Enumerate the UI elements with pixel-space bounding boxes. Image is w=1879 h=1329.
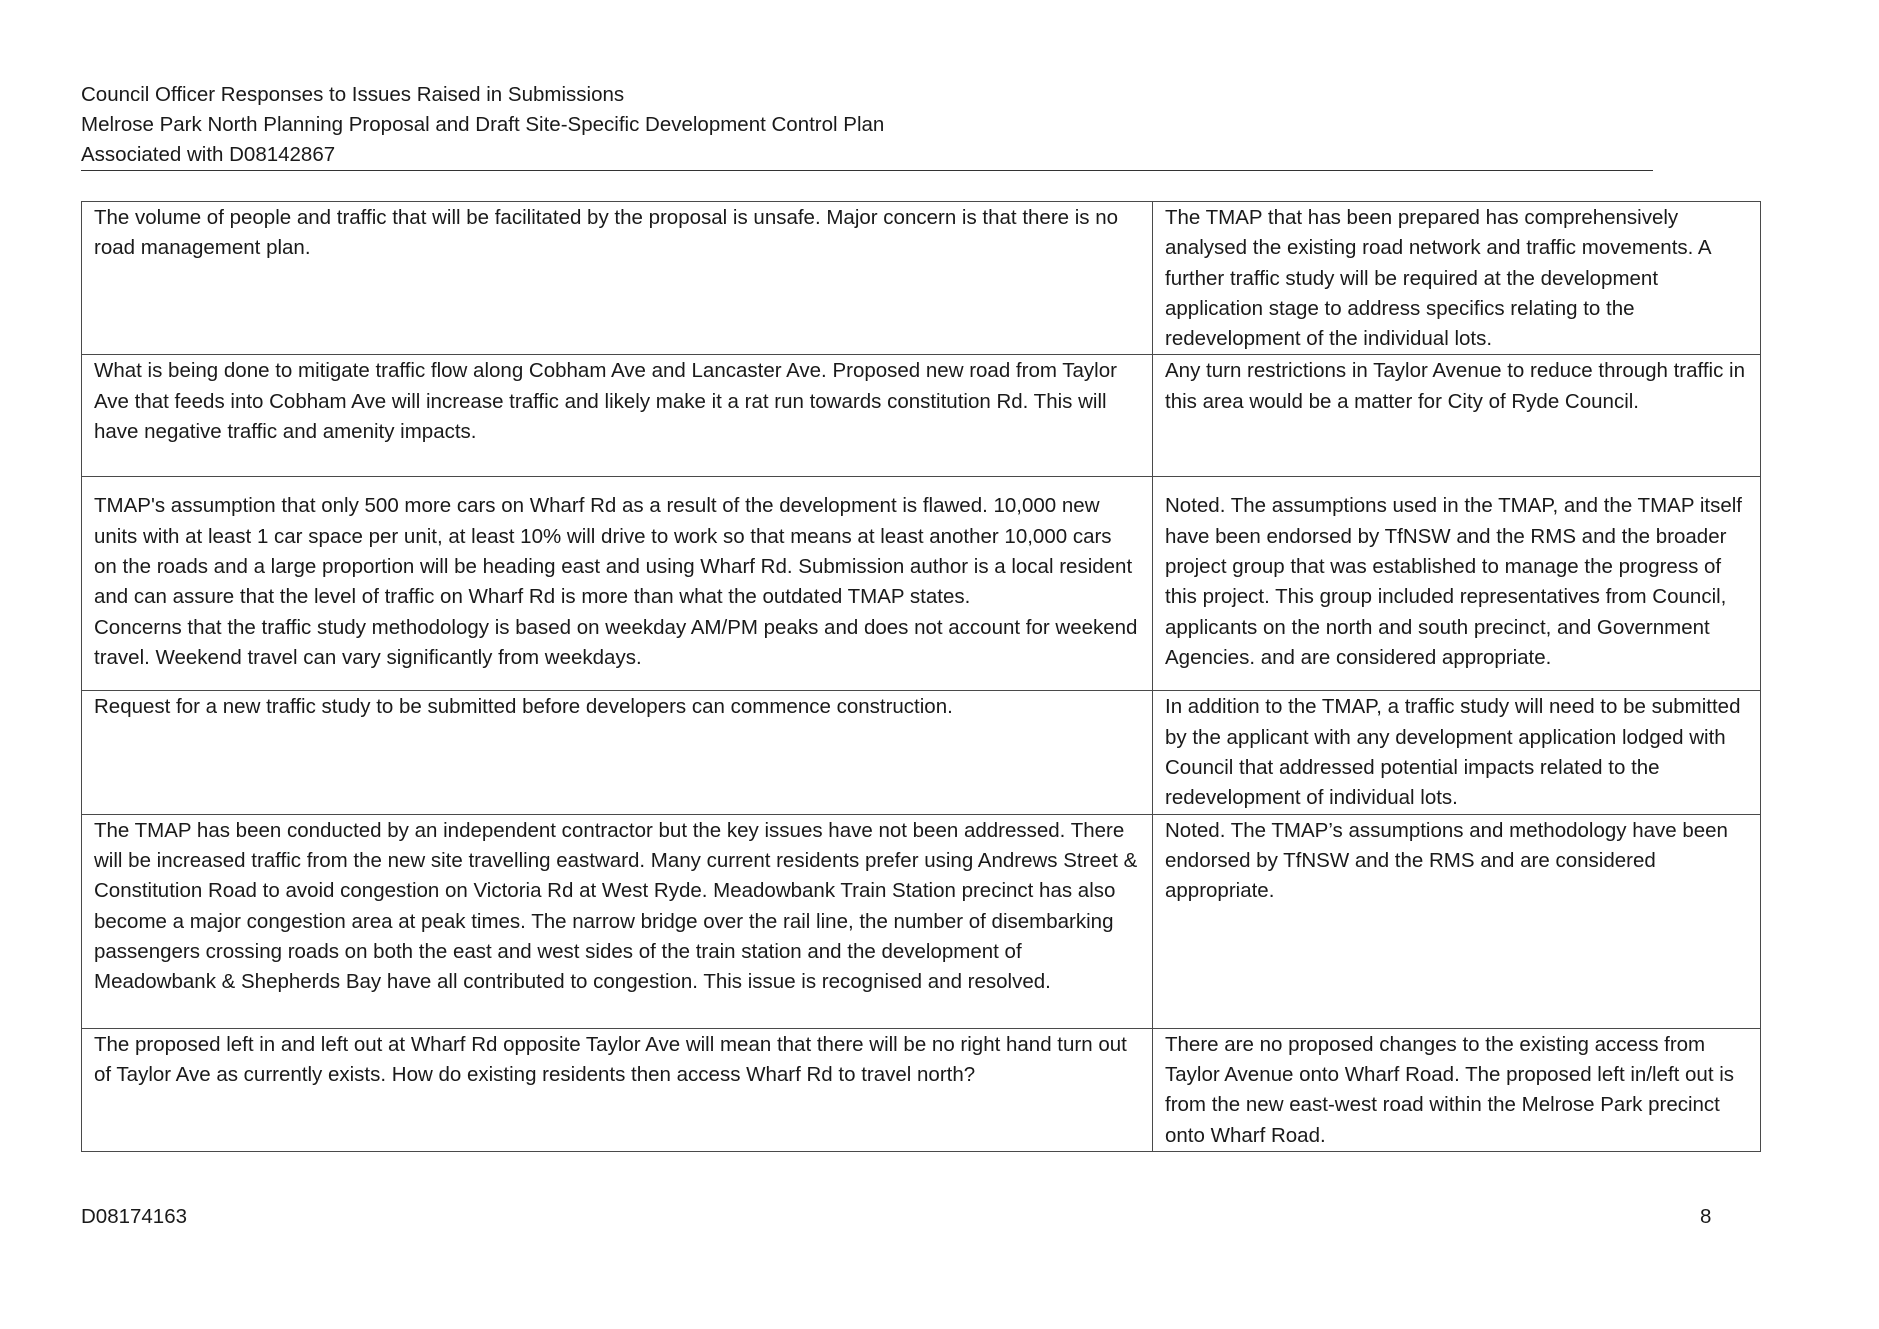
header-divider xyxy=(81,170,1653,171)
issue-cell: The proposed left in and left out at Wharf Rd opposite Taylor Ave will mean that there will be no right hand turn out of Taylor Ave as currently exists. How do existing residents then access Wharf Rd to travel north? xyxy=(82,1028,1153,1151)
table-row xyxy=(82,814,1761,1028)
response-cell: Noted. The TMAP’s assumptions and methodology have been endorsed by TfNSW and the RMS and are considered appropriate. xyxy=(1153,814,1761,1028)
issue-cell: What is being done to mitigate traffic flow along Cobham Ave and Lancaster Ave. Proposed new road from Taylor Ave that feeds into Cobham Ave will increase traffic and likely make it a rat run towards constitution Rd. This will have negative traffic and amenity impacts. xyxy=(82,355,1153,477)
issue-cell: Request for a new traffic study to be submitted before developers can commence construction. xyxy=(82,691,1153,814)
header-subtitle: Melrose Park North Planning Proposal and Draft Site-Specific Development Control Plan xyxy=(81,113,885,136)
header-reference: Associated with D08142867 xyxy=(81,143,336,166)
page-number: 8 xyxy=(1700,1205,1712,1228)
header-title: Council Officer Responses to Issues Raised in Submissions xyxy=(81,83,625,106)
submissions-table xyxy=(81,201,1761,1152)
response-cell: In addition to the TMAP, a traffic study will need to be submitted by the applicant with any development application lodged with Council that addressed potential impacts related to the redevelopment of individual lots. xyxy=(1153,691,1761,814)
document-id: D08174163 xyxy=(81,1205,188,1228)
table-row xyxy=(82,1028,1761,1151)
response-cell: There are no proposed changes to the existing access from Taylor Avenue onto Wharf Road. The proposed left in/left out is from the new east-west road within the Melrose Park precinct onto Wharf Road. xyxy=(1153,1028,1761,1151)
issue-cell: The TMAP has been conducted by an independent contractor but the key issues have not been addressed. There will be increased traffic from the new site travelling eastward. Many current residents prefer using Andrews Street & Constitution Road to avoid congestion on Victoria Rd at West Ryde. Meadowbank Train Station precinct has also become a major congestion area at peak times. The narrow bridge over the rail line, the number of disembarking passengers crossing roads on both the east and west sides of the train station and the development of Meadowbank & Shepherds Bay have all contributed to congestion. This issue is recognised and resolved. xyxy=(82,814,1153,1028)
issue-cell: TMAP's assumption that only 500 more cars on Wharf Rd as a result of the development is flawed. 10,000 new units with at least 1 car space per unit, at least 10% will drive to work so that means at least another 10,000 cars on the roads and a large proportion will be heading east and using Wharf Rd. Submission author is a local resident and can assure that the level of traffic on Wharf Rd is more than what the outdated TMAP states. Concerns that the traffic study methodology is based on weekday AM/PM peaks and does not account for weekend travel. Weekend travel can vary significantly from weekdays. xyxy=(82,477,1153,691)
response-cell: Noted. The assumptions used in the TMAP, and the TMAP itself have been endorsed by TfNSW and the RMS and the broader project group that was established to manage the progress of this project. This group included representatives from Council, applicants on the north and south precinct, and Government Agencies. and are considered appropriate. xyxy=(1153,477,1761,691)
table-row xyxy=(82,202,1761,355)
table-row xyxy=(82,477,1761,691)
response-cell: The TMAP that has been prepared has comprehensively analysed the existing road network and traffic movements. A further traffic study will be required at the development application stage to address specifics relating to the redevelopment of the individual lots. xyxy=(1153,202,1761,355)
issue-cell: The volume of people and traffic that will be facilitated by the proposal is unsafe. Major concern is that there is no road management plan. xyxy=(82,202,1153,355)
table-row xyxy=(82,355,1761,477)
table-row xyxy=(82,691,1761,814)
page-header xyxy=(81,80,1653,170)
response-cell: Any turn restrictions in Taylor Avenue to reduce through traffic in this area would be a matter for City of Ryde Council. xyxy=(1153,355,1761,477)
